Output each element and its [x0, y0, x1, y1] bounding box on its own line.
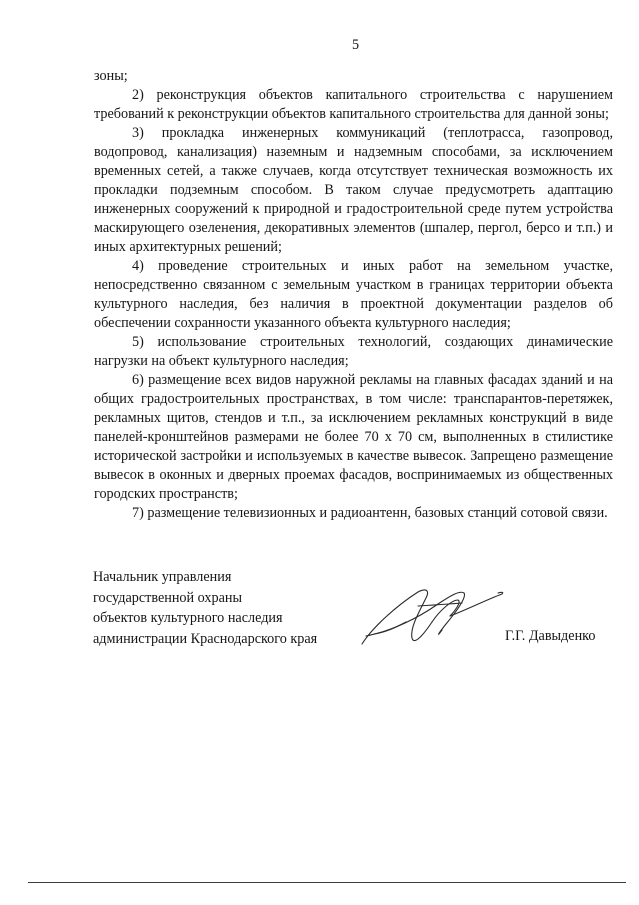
paragraph-continuation: зоны;	[94, 68, 128, 84]
page-number-container	[0, 36, 639, 55]
position-line: объектов культурного наследия	[93, 610, 283, 626]
handwritten-signature	[352, 576, 512, 656]
position-line: Начальник управления	[93, 569, 232, 585]
paragraph-item-2: 2) реконструкция объектов капитального строительства с нарушением требований к реконструкции объектов капитального строительства для данной зоны;	[94, 87, 613, 122]
footer-divider	[28, 882, 626, 883]
paragraph-item-4: 4) проведение строительных и иных работ на земельном участке, непосредственно связанном с земельным участком в границах территории объекта культурного наследия, без наличия в проектной документации разделов об обеспечении сохранности указанного объекта культурного наследия;	[94, 258, 613, 331]
position-line: государственной охраны	[93, 589, 243, 606]
position-line: администрации Краснодарского края	[93, 630, 318, 647]
paragraph-item-5: 5) использование строительных технологий, создающих динамические нагрузки на объект культурного наследия;	[94, 334, 613, 369]
document-body	[94, 67, 613, 523]
paragraph-item-7: 7) размещение телевизионных и радиоантенн, базовых станций сотовой связи.	[132, 505, 608, 521]
page-number: 5	[351, 37, 360, 53]
signer-name: Г.Г. Давыденко	[505, 628, 596, 644]
paragraph-item-6: 6) размещение всех видов наружной рекламы на главных фасадах зданий и на общих градостроительных пространствах, в том числе: транспарантов-перетяжек, рекламных щитов, стендов и т.п., за исключением рекламных конструкций в виде панелей-кронштейнов размерами не более 70 х 70 см, выполненных в стилистике исторической застройки и используемых в качестве вывесок. Запрещено размещение вывесок в оконных и дверных проемах фасадов, воспринимаемых из общественных городских пространств;	[94, 372, 613, 502]
signatory-position	[93, 567, 353, 649]
paragraph-item-3: 3) прокладка инженерных коммуникаций (теплотрасса, газопровод, водопровод, канализация) наземным и надземным способами, за исключением временных сетей, а также случаев, когда отсутствует техническая возможность их прокладки подземным способом. В таком случае предусмотреть адаптацию инженерных сооружений к природной и градостроительной среде путем устройства маскирующего озеленения, декоративных элементов (шпалер, пергол, берсо и т.п.) и иных архитектурных решений;	[94, 125, 613, 255]
